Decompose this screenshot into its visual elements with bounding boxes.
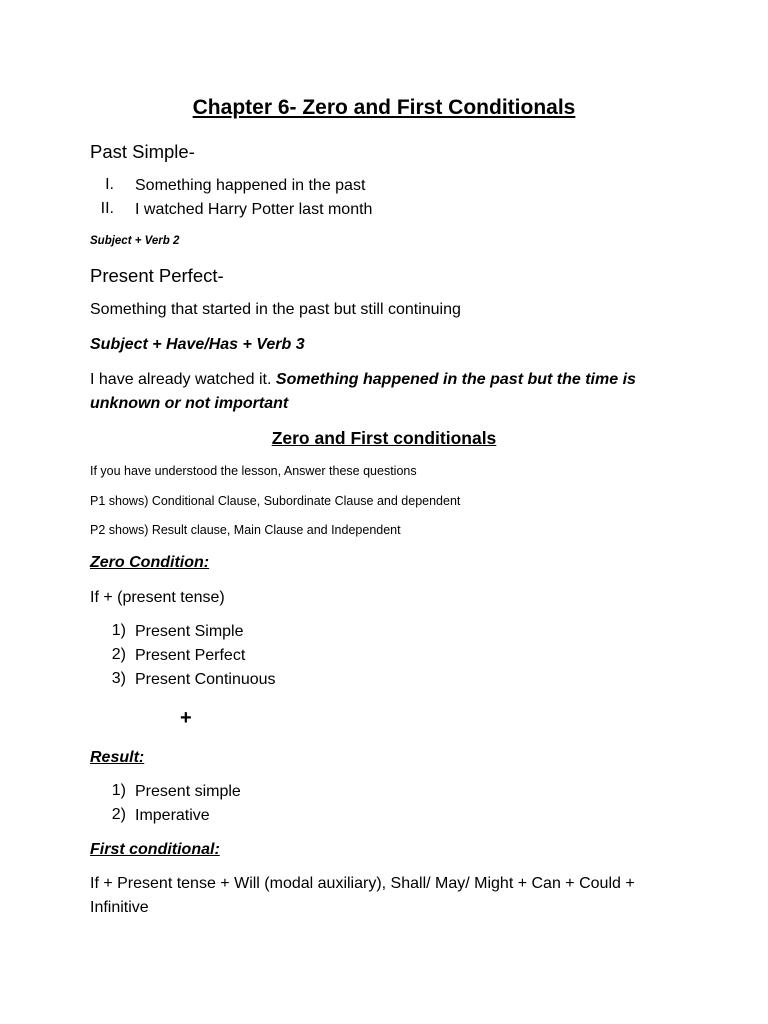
list-marker: I.	[105, 176, 114, 193]
list-item: Imperative	[135, 807, 210, 824]
list-marker: 1)	[111, 782, 126, 799]
page-title: Chapter 6- Zero and First Conditionals	[192, 96, 576, 119]
first-conditional-heading: First conditional:	[90, 841, 220, 858]
list-item: Present Continuous	[135, 671, 276, 688]
list-item: Present simple	[135, 783, 241, 800]
first-conditional-formula-line1: If + Present tense + Will (modal auxiliary), Shall/ May/ Might + Can + Could +	[90, 875, 635, 892]
present-perfect-example-line2: unknown or not important	[90, 395, 289, 412]
section-line: If you have understood the lesson, Answer these questions	[90, 464, 417, 478]
example-plain-text: I have already watched it.	[90, 371, 276, 388]
section-line: P2 shows) Result clause, Main Clause and Independent	[90, 523, 401, 537]
list-item: Present Simple	[135, 623, 244, 640]
result-heading: Result:	[90, 749, 145, 766]
present-perfect-definition: Something that started in the past but still continuing	[90, 301, 461, 318]
list-item: I watched Harry Potter last month	[135, 201, 373, 218]
past-simple-heading: Past Simple-	[90, 141, 195, 162]
plus-sign: +	[180, 707, 192, 729]
list-item: Present Perfect	[135, 647, 246, 664]
list-marker: 2)	[111, 806, 126, 823]
present-perfect-heading: Present Perfect-	[90, 265, 224, 286]
first-conditional-formula-line2: Infinitive	[90, 899, 149, 916]
zero-condition-heading: Zero Condition:	[90, 554, 210, 571]
example-bold-text: Something happened in the past but the time is	[275, 371, 636, 388]
list-marker: 3)	[111, 670, 126, 687]
zero-condition-formula: If + (present tense)	[90, 589, 225, 606]
section-heading: Zero and First conditionals	[271, 428, 497, 448]
list-marker: 2)	[111, 646, 126, 663]
list-marker: 1)	[111, 622, 126, 639]
section-line: P1 shows) Conditional Clause, Subordinate Clause and dependent	[90, 494, 461, 508]
list-marker: II.	[100, 200, 114, 217]
past-simple-formula: Subject + Verb 2	[90, 235, 180, 247]
list-item: Something happened in the past	[135, 177, 366, 194]
present-perfect-formula: Subject + Have/Has + Verb 3	[90, 336, 305, 353]
present-perfect-example-line1	[90, 370, 636, 390]
